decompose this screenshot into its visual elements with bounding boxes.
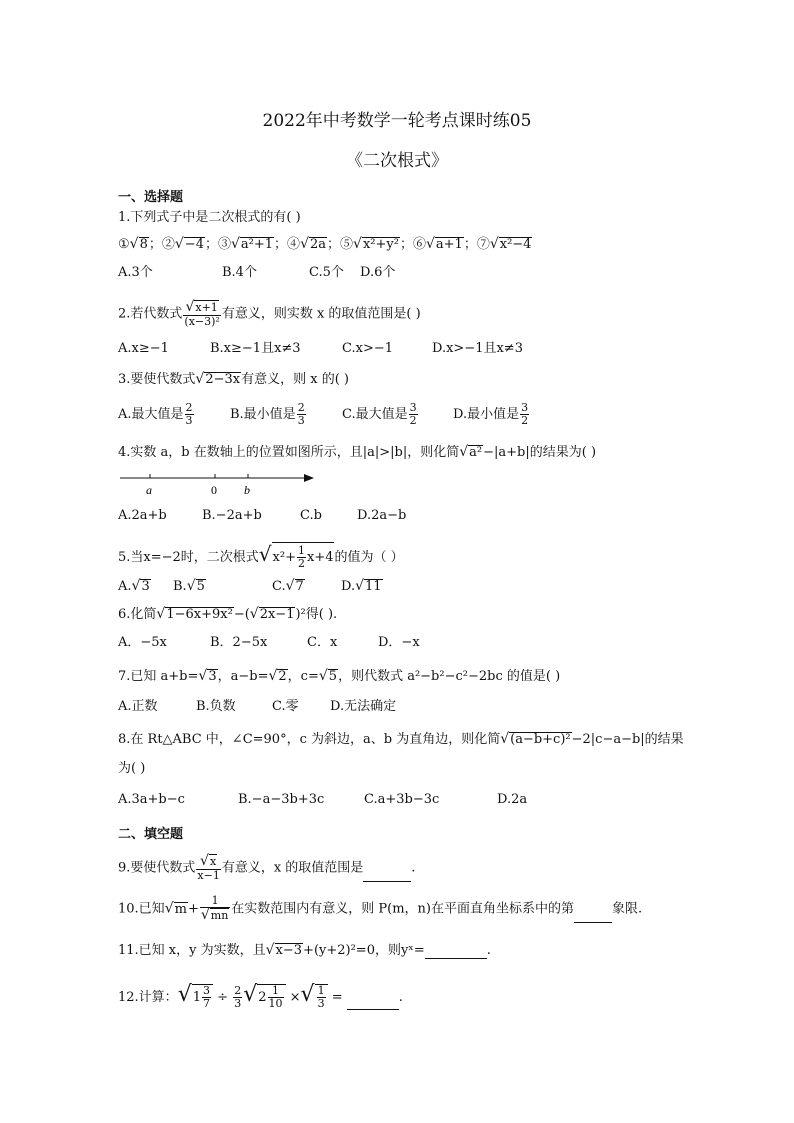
q7-option-d: D.无法确定 — [330, 699, 397, 714]
q12-stem: 12.计算：√1 $\frac{3}{7}$ ÷ $\frac{2}{3}$ √2 $\frac{1}{10}$ ×√ $\frac{1}{3}$ = . — [118, 982, 403, 1010]
q2-stem: 2.若代数式 $\frac{√x+1}{\text{(x−3)²}}$ 有意义，则实数 x 的取值范围是( ) — [118, 299, 421, 328]
q1-option-b: B.4个 — [222, 265, 257, 280]
q2-option-b: B.x≥−1且x≠3 — [210, 341, 301, 356]
q1-items: ①√8；②√−4；③√a²+1；④√2a；⑤√x²+y²；⑥√a+1；⑦√x²−4 — [118, 236, 532, 252]
axis-label-a: a — [146, 483, 152, 497]
q10-answer-blank[interactable] — [574, 922, 612, 923]
q6-option-d: D．−x — [378, 635, 420, 650]
q6-option-c: C．x — [307, 635, 338, 650]
q3-option-a: A.最大值是 $\frac{2}{3}$ — [118, 401, 193, 427]
q7-stem: 7.已知 a+b=√3，a−b=√2，c=√5，则代数式 a²−b²−c²−2bc 的值是( ) — [118, 668, 561, 684]
q6-stem: 6.化简√1−6x+9x²−(√2x−1)²得( ). — [118, 606, 338, 622]
q8-option-a: A.3a+b−c — [118, 792, 185, 807]
q8-option-b: B.−a−3b+3c — [238, 792, 325, 807]
q5-option-c: C.√7 — [272, 578, 304, 594]
q1-option-c: C.5个 — [309, 265, 344, 280]
q8-option-c: C.a+3b−3c — [364, 792, 440, 807]
q2-option-a: A.x≥−1 — [118, 341, 169, 356]
q12-answer-blank[interactable] — [347, 1009, 399, 1010]
axis-label-zero: 0 — [211, 483, 217, 497]
q4-option-a: A.2a+b — [118, 508, 167, 523]
q9-stem: 9.要使代数式 $\frac{√x}{x-1}$ 有意义，x 的取值范围是 . — [118, 853, 416, 882]
q6-option-b: B．2−5x — [210, 635, 268, 650]
axis-label-b: b — [244, 483, 250, 497]
q11-answer-blank[interactable] — [425, 958, 487, 959]
q4-option-c: C.b — [300, 508, 322, 523]
q5-option-a: A.√3 — [118, 578, 150, 594]
page-title: 2022年中考数学一轮考点课时练05 — [262, 111, 532, 131]
q7-option-a: A.正数 — [118, 699, 158, 714]
q4-number-line — [118, 468, 318, 498]
q1-option-d: D.6个 — [360, 265, 396, 280]
q7-option-c: C.零 — [272, 699, 299, 714]
q5-option-b: B.√5 — [173, 578, 205, 594]
q5-option-d: D.√11 — [341, 578, 382, 594]
q4-option-b: B.−2a+b — [202, 508, 262, 523]
q8-option-d: D.2a — [497, 792, 528, 807]
q7-option-b: B.负数 — [196, 699, 236, 714]
q4-stem: 4.实数 a，b 在数轴上的位置如图所示，且|a|>|b|，则化简√a²−|a+b|的结果为( ) — [118, 444, 597, 460]
q8-stem-line2: 为( ) — [118, 761, 146, 776]
q3-option-d: D.最小值是 $\frac{3}{2}$ — [453, 401, 529, 427]
q11-stem: 11.已知 x，y 为实数，且√x−3+(y+2)²=0，则yˣ= . — [118, 942, 491, 958]
q4-option-d: D.2a−b — [357, 508, 407, 523]
section-heading-choice: 一、选择题 — [118, 190, 184, 205]
page-subtitle: 《二次根式》 — [346, 151, 448, 171]
q8-stem: 8.在 Rt△ABC 中，∠C=90°，c 为斜边，a、b 为直角边，则化简√(a−b+c)²−2|c−a−b|的结果 — [118, 731, 684, 747]
q5-stem: 5.当x=−2时，二次根式√x²+ $\frac{1}{2}$ x+4的值为（ ） — [118, 542, 404, 570]
number-line-arrow — [304, 474, 314, 482]
q6-option-a: A．−5x — [118, 635, 167, 650]
section-heading-fill: 二、填空题 — [118, 827, 184, 842]
q3-stem: 3.要使代数式√2−3x有意义，则 x 的( ) — [118, 371, 349, 387]
q2-option-c: C.x>−1 — [342, 341, 394, 356]
q3-option-b: B.最小值是 $\frac{2}{3}$ — [230, 401, 305, 427]
q1-option-a: A.3个 — [118, 265, 153, 280]
q3-option-c: C.最大值是 $\frac{3}{2}$ — [342, 401, 417, 427]
q10-stem: 10.已知√m+ $\frac{1}{√mn}$ 在实数范围内有意义，则 P(m，n)在平面直角坐标系中的第 象限. — [118, 894, 643, 923]
q2-option-d: D.x>−1且x≠3 — [432, 341, 523, 356]
q1-stem: 1.下列式子中是二次根式的有( ) — [118, 210, 301, 225]
q9-answer-blank[interactable] — [363, 881, 411, 882]
